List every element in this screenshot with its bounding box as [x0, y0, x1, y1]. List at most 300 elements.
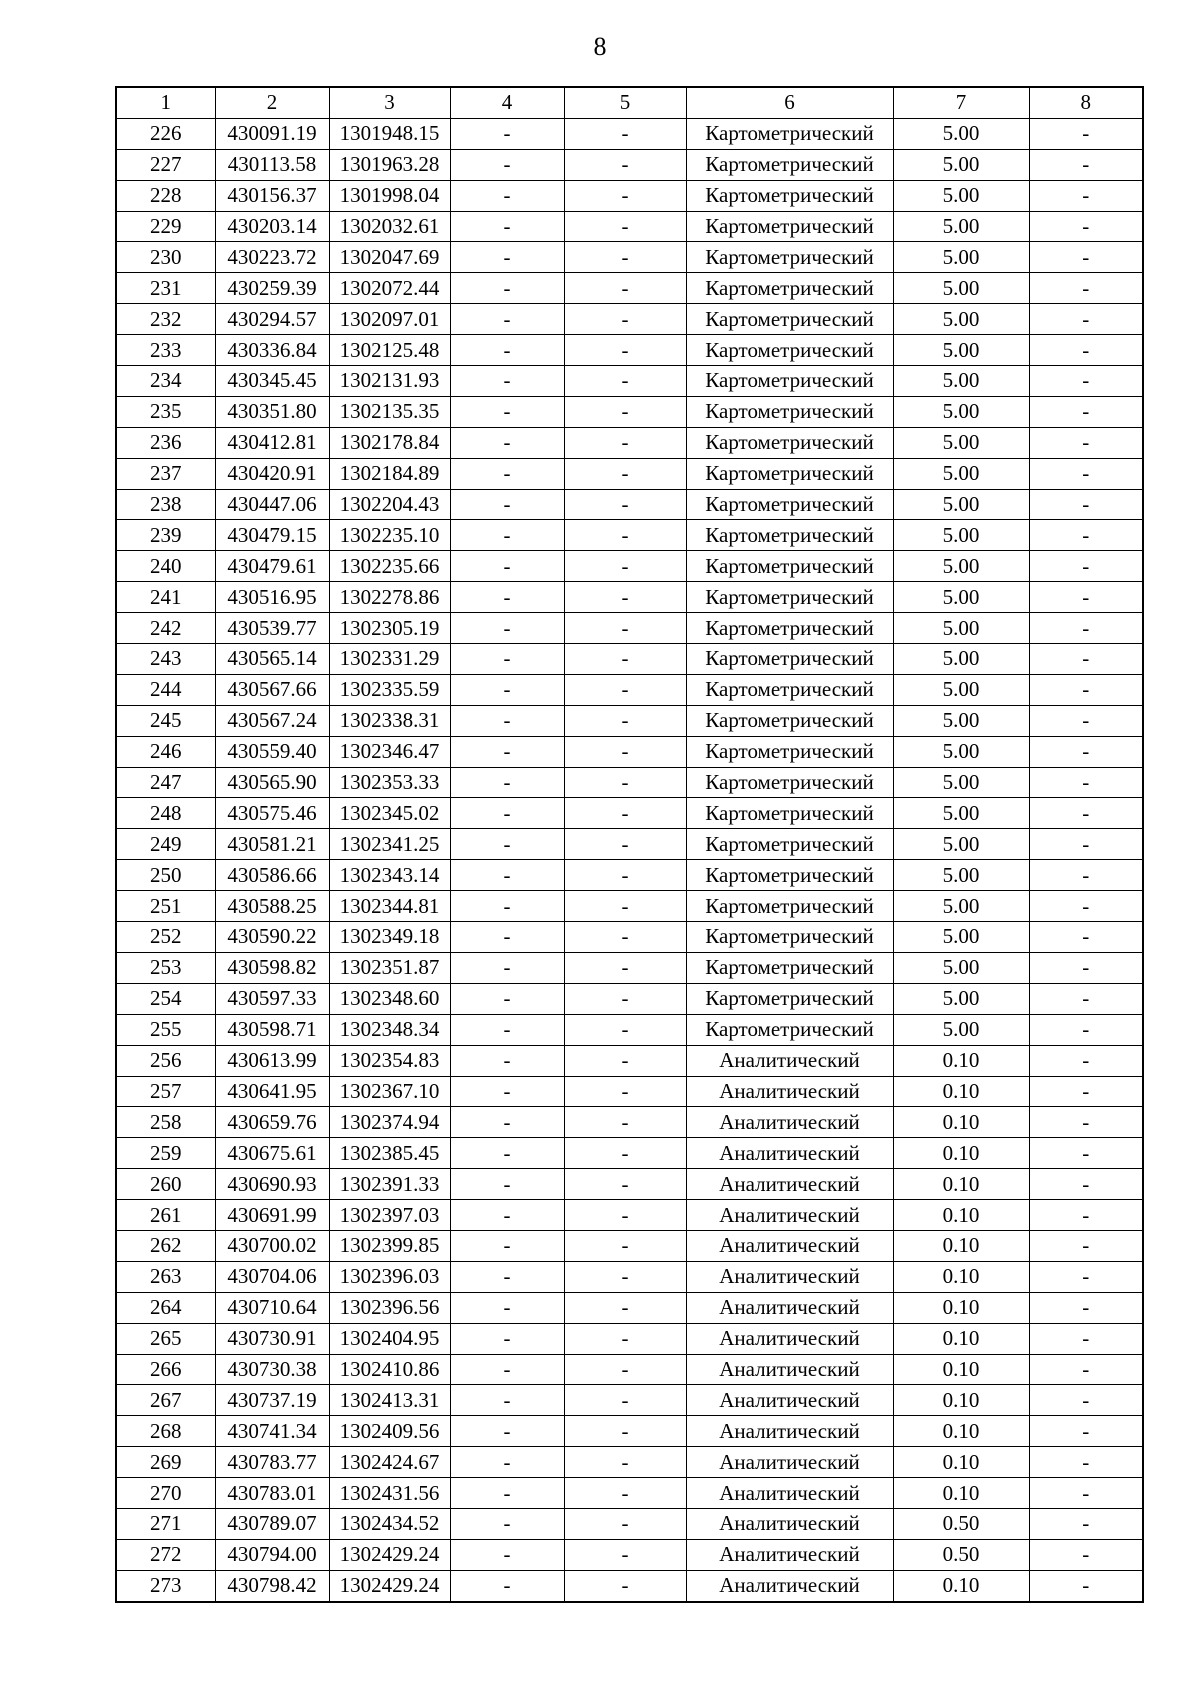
accuracy-cell: 5.00: [893, 767, 1029, 798]
col-4-value-cell: -: [450, 118, 564, 149]
col-5-value-cell: -: [564, 1045, 686, 1076]
col-8-value-cell: -: [1029, 551, 1143, 582]
col-5-value-cell: -: [564, 1138, 686, 1169]
method-cell: Картометрический: [686, 551, 893, 582]
point-number-cell: 241: [116, 582, 215, 613]
col-4-value-cell: -: [450, 1385, 564, 1416]
col-8-value-cell: -: [1029, 118, 1143, 149]
accuracy-cell: 0.10: [893, 1570, 1029, 1601]
coord-y-cell: 1302354.83: [329, 1045, 450, 1076]
col-5-value-cell: -: [564, 149, 686, 180]
table-row: [116, 1169, 1143, 1200]
table-row: [116, 489, 1143, 520]
col-8-value-cell: -: [1029, 489, 1143, 520]
column-header-7: 7: [893, 87, 1029, 118]
col-8-value-cell: -: [1029, 149, 1143, 180]
coord-y-cell: 1302410.86: [329, 1354, 450, 1385]
col-5-value-cell: -: [564, 644, 686, 675]
coord-x-cell: 430259.39: [215, 273, 329, 304]
col-8-value-cell: -: [1029, 1539, 1143, 1570]
coord-y-cell: 1302184.89: [329, 458, 450, 489]
col-8-value-cell: -: [1029, 983, 1143, 1014]
col-8-value-cell: -: [1029, 1447, 1143, 1478]
coord-x-cell: 430294.57: [215, 304, 329, 335]
accuracy-cell: 0.10: [893, 1292, 1029, 1323]
col-8-value-cell: -: [1029, 798, 1143, 829]
col-5-value-cell: -: [564, 767, 686, 798]
method-cell: Картометрический: [686, 304, 893, 335]
coord-x-cell: 430336.84: [215, 335, 329, 366]
coord-x-cell: 430420.91: [215, 458, 329, 489]
col-5-value-cell: -: [564, 891, 686, 922]
col-4-value-cell: -: [450, 1478, 564, 1509]
accuracy-cell: 5.00: [893, 674, 1029, 705]
point-number-cell: 234: [116, 366, 215, 397]
method-cell: Аналитический: [686, 1045, 893, 1076]
accuracy-cell: 5.00: [893, 458, 1029, 489]
table-row: [116, 366, 1143, 397]
column-header-3: 3: [329, 87, 450, 118]
accuracy-cell: 5.00: [893, 922, 1029, 953]
coord-x-cell: 430737.19: [215, 1385, 329, 1416]
col-8-value-cell: -: [1029, 1416, 1143, 1447]
coord-x-cell: 430567.24: [215, 705, 329, 736]
method-cell: Картометрический: [686, 983, 893, 1014]
col-4-value-cell: -: [450, 489, 564, 520]
table-row: [116, 1200, 1143, 1231]
method-cell: Аналитический: [686, 1107, 893, 1138]
point-number-cell: 249: [116, 829, 215, 860]
col-8-value-cell: -: [1029, 1014, 1143, 1045]
coord-y-cell: 1302399.85: [329, 1230, 450, 1261]
coord-x-cell: 430539.77: [215, 613, 329, 644]
coord-x-cell: 430203.14: [215, 211, 329, 242]
column-header-2: 2: [215, 87, 329, 118]
col-4-value-cell: -: [450, 1508, 564, 1539]
table-row: [116, 335, 1143, 366]
col-5-value-cell: -: [564, 242, 686, 273]
point-number-cell: 259: [116, 1138, 215, 1169]
point-number-cell: 260: [116, 1169, 215, 1200]
table-row: [116, 705, 1143, 736]
method-cell: Картометрический: [686, 489, 893, 520]
table-row: [116, 118, 1143, 149]
method-cell: Картометрический: [686, 1014, 893, 1045]
method-cell: Аналитический: [686, 1138, 893, 1169]
column-header-8: 8: [1029, 87, 1143, 118]
col-4-value-cell: -: [450, 1138, 564, 1169]
table-row: [116, 1385, 1143, 1416]
coord-y-cell: 1302429.24: [329, 1570, 450, 1601]
col-4-value-cell: -: [450, 582, 564, 613]
col-4-value-cell: -: [450, 1169, 564, 1200]
col-5-value-cell: -: [564, 396, 686, 427]
table-row: [116, 613, 1143, 644]
method-cell: Аналитический: [686, 1385, 893, 1416]
point-number-cell: 228: [116, 180, 215, 211]
point-number-cell: 246: [116, 736, 215, 767]
method-cell: Аналитический: [686, 1261, 893, 1292]
col-4-value-cell: -: [450, 644, 564, 675]
coord-y-cell: 1302331.29: [329, 644, 450, 675]
coord-y-cell: 1302396.03: [329, 1261, 450, 1292]
coord-y-cell: 1302397.03: [329, 1200, 450, 1231]
coord-x-cell: 430597.33: [215, 983, 329, 1014]
point-number-cell: 235: [116, 396, 215, 427]
table-row: [116, 1508, 1143, 1539]
coord-y-cell: 1302424.67: [329, 1447, 450, 1478]
col-4-value-cell: -: [450, 1076, 564, 1107]
col-4-value-cell: -: [450, 1045, 564, 1076]
point-number-cell: 240: [116, 551, 215, 582]
coord-y-cell: 1302344.81: [329, 891, 450, 922]
coord-y-cell: 1302385.45: [329, 1138, 450, 1169]
col-4-value-cell: -: [450, 180, 564, 211]
coord-x-cell: 430590.22: [215, 922, 329, 953]
col-5-value-cell: -: [564, 1478, 686, 1509]
method-cell: Картометрический: [686, 705, 893, 736]
method-cell: Аналитический: [686, 1539, 893, 1570]
col-8-value-cell: -: [1029, 1292, 1143, 1323]
col-8-value-cell: -: [1029, 922, 1143, 953]
method-cell: Картометрический: [686, 582, 893, 613]
accuracy-cell: 5.00: [893, 891, 1029, 922]
accuracy-cell: 0.10: [893, 1385, 1029, 1416]
col-5-value-cell: -: [564, 273, 686, 304]
coord-y-cell: 1302341.25: [329, 829, 450, 860]
col-8-value-cell: -: [1029, 1107, 1143, 1138]
point-number-cell: 244: [116, 674, 215, 705]
accuracy-cell: 0.10: [893, 1323, 1029, 1354]
table-header-row: [116, 87, 1143, 118]
method-cell: Картометрический: [686, 149, 893, 180]
col-4-value-cell: -: [450, 273, 564, 304]
col-4-value-cell: -: [450, 736, 564, 767]
method-cell: Аналитический: [686, 1570, 893, 1601]
coord-y-cell: 1302338.31: [329, 705, 450, 736]
col-4-value-cell: -: [450, 952, 564, 983]
col-8-value-cell: -: [1029, 1570, 1143, 1601]
coord-y-cell: 1302409.56: [329, 1416, 450, 1447]
point-number-cell: 237: [116, 458, 215, 489]
coord-y-cell: 1302178.84: [329, 427, 450, 458]
coord-x-cell: 430598.71: [215, 1014, 329, 1045]
coord-x-cell: 430690.93: [215, 1169, 329, 1200]
point-number-cell: 245: [116, 705, 215, 736]
coord-x-cell: 430730.91: [215, 1323, 329, 1354]
table-row: [116, 1138, 1143, 1169]
col-8-value-cell: -: [1029, 891, 1143, 922]
accuracy-cell: 0.10: [893, 1416, 1029, 1447]
col-8-value-cell: -: [1029, 1261, 1143, 1292]
table-row: [116, 860, 1143, 891]
coord-x-cell: 430565.14: [215, 644, 329, 675]
point-number-cell: 267: [116, 1385, 215, 1416]
accuracy-cell: 0.10: [893, 1045, 1029, 1076]
point-number-cell: 256: [116, 1045, 215, 1076]
method-cell: Картометрический: [686, 118, 893, 149]
point-number-cell: 261: [116, 1200, 215, 1231]
col-8-value-cell: -: [1029, 396, 1143, 427]
column-header-5: 5: [564, 87, 686, 118]
table-row: [116, 551, 1143, 582]
col-4-value-cell: -: [450, 860, 564, 891]
col-8-value-cell: -: [1029, 458, 1143, 489]
col-5-value-cell: -: [564, 1107, 686, 1138]
coord-y-cell: 1302047.69: [329, 242, 450, 273]
col-5-value-cell: -: [564, 1169, 686, 1200]
col-8-value-cell: -: [1029, 644, 1143, 675]
point-number-cell: 270: [116, 1478, 215, 1509]
accuracy-cell: 5.00: [893, 1014, 1029, 1045]
coord-x-cell: 430613.99: [215, 1045, 329, 1076]
coord-x-cell: 430567.66: [215, 674, 329, 705]
method-cell: Картометрический: [686, 211, 893, 242]
method-cell: Аналитический: [686, 1200, 893, 1231]
col-5-value-cell: -: [564, 705, 686, 736]
coord-x-cell: 430345.45: [215, 366, 329, 397]
coord-y-cell: 1302429.24: [329, 1539, 450, 1570]
col-8-value-cell: -: [1029, 1230, 1143, 1261]
col-4-value-cell: -: [450, 1323, 564, 1354]
col-8-value-cell: -: [1029, 1138, 1143, 1169]
coord-y-cell: 1302349.18: [329, 922, 450, 953]
accuracy-cell: 5.00: [893, 211, 1029, 242]
point-number-cell: 247: [116, 767, 215, 798]
coord-y-cell: 1302032.61: [329, 211, 450, 242]
point-number-cell: 272: [116, 1539, 215, 1570]
coord-x-cell: 430479.15: [215, 520, 329, 551]
point-number-cell: 236: [116, 427, 215, 458]
col-5-value-cell: -: [564, 458, 686, 489]
table-row: [116, 798, 1143, 829]
table-row: [116, 211, 1143, 242]
point-number-cell: 238: [116, 489, 215, 520]
accuracy-cell: 0.10: [893, 1076, 1029, 1107]
col-4-value-cell: -: [450, 366, 564, 397]
coord-x-cell: 430588.25: [215, 891, 329, 922]
coord-x-cell: 430710.64: [215, 1292, 329, 1323]
col-5-value-cell: -: [564, 922, 686, 953]
coord-y-cell: 1302431.56: [329, 1478, 450, 1509]
col-5-value-cell: -: [564, 952, 686, 983]
page-number: 8: [593, 32, 607, 61]
point-number-cell: 262: [116, 1230, 215, 1261]
table-row: [116, 520, 1143, 551]
coord-y-cell: 1302135.35: [329, 396, 450, 427]
table-row: [116, 1076, 1143, 1107]
accuracy-cell: 5.00: [893, 427, 1029, 458]
accuracy-cell: 5.00: [893, 582, 1029, 613]
accuracy-cell: 5.00: [893, 335, 1029, 366]
coord-x-cell: 430704.06: [215, 1261, 329, 1292]
coord-y-cell: 1302434.52: [329, 1508, 450, 1539]
col-5-value-cell: -: [564, 1200, 686, 1231]
col-5-value-cell: -: [564, 118, 686, 149]
col-8-value-cell: -: [1029, 860, 1143, 891]
point-number-cell: 271: [116, 1508, 215, 1539]
method-cell: Картометрический: [686, 767, 893, 798]
table-row: [116, 644, 1143, 675]
coord-x-cell: 430581.21: [215, 829, 329, 860]
accuracy-cell: 0.10: [893, 1107, 1029, 1138]
method-cell: Картометрический: [686, 366, 893, 397]
coord-y-cell: 1302072.44: [329, 273, 450, 304]
coord-y-cell: 1302353.33: [329, 767, 450, 798]
coord-x-cell: 430675.61: [215, 1138, 329, 1169]
coord-x-cell: 430730.38: [215, 1354, 329, 1385]
method-cell: Картометрический: [686, 180, 893, 211]
point-number-cell: 264: [116, 1292, 215, 1323]
col-5-value-cell: -: [564, 983, 686, 1014]
col-8-value-cell: -: [1029, 829, 1143, 860]
accuracy-cell: 5.00: [893, 736, 1029, 767]
col-5-value-cell: -: [564, 1230, 686, 1261]
point-number-cell: 265: [116, 1323, 215, 1354]
accuracy-cell: 5.00: [893, 952, 1029, 983]
method-cell: Картометрический: [686, 273, 893, 304]
coord-x-cell: 430516.95: [215, 582, 329, 613]
point-number-cell: 255: [116, 1014, 215, 1045]
point-number-cell: 253: [116, 952, 215, 983]
col-5-value-cell: -: [564, 736, 686, 767]
col-4-value-cell: -: [450, 149, 564, 180]
coord-x-cell: 430700.02: [215, 1230, 329, 1261]
coord-x-cell: 430091.19: [215, 118, 329, 149]
col-4-value-cell: -: [450, 674, 564, 705]
col-4-value-cell: -: [450, 551, 564, 582]
method-cell: Аналитический: [686, 1076, 893, 1107]
point-number-cell: 269: [116, 1447, 215, 1478]
method-cell: Аналитический: [686, 1230, 893, 1261]
accuracy-cell: 0.10: [893, 1230, 1029, 1261]
col-4-value-cell: -: [450, 1230, 564, 1261]
col-8-value-cell: -: [1029, 1478, 1143, 1509]
coord-x-cell: 430741.34: [215, 1416, 329, 1447]
table-row: [116, 582, 1143, 613]
point-number-cell: 239: [116, 520, 215, 551]
col-4-value-cell: -: [450, 1447, 564, 1478]
col-4-value-cell: -: [450, 705, 564, 736]
method-cell: Аналитический: [686, 1447, 893, 1478]
method-cell: Картометрический: [686, 335, 893, 366]
method-cell: Аналитический: [686, 1292, 893, 1323]
coord-y-cell: 1302396.56: [329, 1292, 450, 1323]
coord-y-cell: 1302235.10: [329, 520, 450, 551]
method-cell: Картометрический: [686, 613, 893, 644]
col-8-value-cell: -: [1029, 582, 1143, 613]
col-5-value-cell: -: [564, 335, 686, 366]
coord-x-cell: 430156.37: [215, 180, 329, 211]
accuracy-cell: 5.00: [893, 644, 1029, 675]
method-cell: Картометрический: [686, 520, 893, 551]
coord-y-cell: 1302413.31: [329, 1385, 450, 1416]
coord-y-cell: 1302343.14: [329, 860, 450, 891]
accuracy-cell: 0.10: [893, 1447, 1029, 1478]
coordinates-table: [115, 86, 1144, 1603]
table-row: [116, 736, 1143, 767]
table-row: [116, 427, 1143, 458]
point-number-cell: 252: [116, 922, 215, 953]
accuracy-cell: 5.00: [893, 273, 1029, 304]
point-number-cell: 268: [116, 1416, 215, 1447]
table-row: [116, 1045, 1143, 1076]
col-8-value-cell: -: [1029, 304, 1143, 335]
method-cell: Аналитический: [686, 1508, 893, 1539]
table-row: [116, 922, 1143, 953]
point-number-cell: 231: [116, 273, 215, 304]
accuracy-cell: 5.00: [893, 489, 1029, 520]
table-row: [116, 1354, 1143, 1385]
col-4-value-cell: -: [450, 1539, 564, 1570]
table-row: [116, 458, 1143, 489]
table-row: [116, 767, 1143, 798]
col-5-value-cell: -: [564, 180, 686, 211]
col-4-value-cell: -: [450, 798, 564, 829]
col-8-value-cell: -: [1029, 335, 1143, 366]
method-cell: Аналитический: [686, 1354, 893, 1385]
col-5-value-cell: -: [564, 674, 686, 705]
method-cell: Картометрический: [686, 396, 893, 427]
coord-x-cell: 430586.66: [215, 860, 329, 891]
coord-y-cell: 1302348.34: [329, 1014, 450, 1045]
col-8-value-cell: -: [1029, 1076, 1143, 1107]
accuracy-cell: 5.00: [893, 396, 1029, 427]
coord-x-cell: 430783.01: [215, 1478, 329, 1509]
col-4-value-cell: -: [450, 211, 564, 242]
col-5-value-cell: -: [564, 1014, 686, 1045]
col-5-value-cell: -: [564, 520, 686, 551]
coord-y-cell: 1302367.10: [329, 1076, 450, 1107]
accuracy-cell: 5.00: [893, 829, 1029, 860]
method-cell: Картометрический: [686, 829, 893, 860]
method-cell: Картометрический: [686, 891, 893, 922]
col-5-value-cell: -: [564, 798, 686, 829]
table-row: [116, 1416, 1143, 1447]
coord-y-cell: 1302345.02: [329, 798, 450, 829]
point-number-cell: 227: [116, 149, 215, 180]
table-row: [116, 1447, 1143, 1478]
col-8-value-cell: -: [1029, 674, 1143, 705]
col-5-value-cell: -: [564, 427, 686, 458]
col-8-value-cell: -: [1029, 1323, 1143, 1354]
column-header-4: 4: [450, 87, 564, 118]
col-8-value-cell: -: [1029, 705, 1143, 736]
col-4-value-cell: -: [450, 1570, 564, 1601]
method-cell: Аналитический: [686, 1323, 893, 1354]
col-4-value-cell: -: [450, 1292, 564, 1323]
coord-x-cell: 430691.99: [215, 1200, 329, 1231]
method-cell: Аналитический: [686, 1416, 893, 1447]
col-8-value-cell: -: [1029, 736, 1143, 767]
coord-y-cell: 1302305.19: [329, 613, 450, 644]
col-4-value-cell: -: [450, 613, 564, 644]
point-number-cell: 229: [116, 211, 215, 242]
accuracy-cell: 5.00: [893, 180, 1029, 211]
table-row: [116, 242, 1143, 273]
table-row: [116, 1230, 1143, 1261]
col-4-value-cell: -: [450, 1354, 564, 1385]
coord-y-cell: 1302404.95: [329, 1323, 450, 1354]
accuracy-cell: 5.00: [893, 149, 1029, 180]
col-8-value-cell: -: [1029, 211, 1143, 242]
method-cell: Картометрический: [686, 644, 893, 675]
col-5-value-cell: -: [564, 551, 686, 582]
accuracy-cell: 5.00: [893, 551, 1029, 582]
method-cell: Картометрический: [686, 242, 893, 273]
table-row: [116, 180, 1143, 211]
col-8-value-cell: -: [1029, 1508, 1143, 1539]
